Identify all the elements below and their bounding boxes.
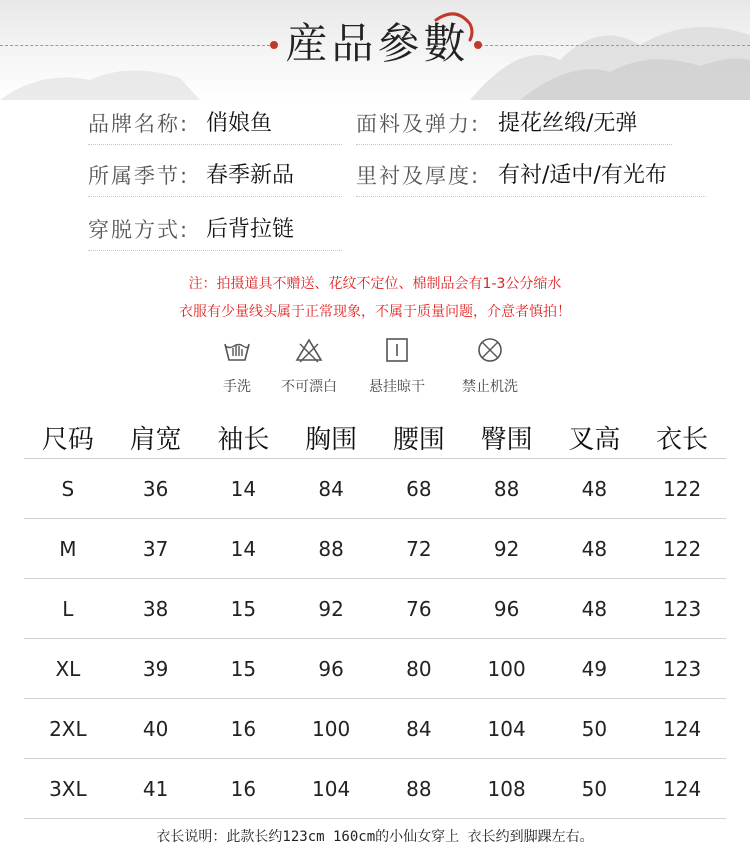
size-cell: S xyxy=(24,459,112,519)
table-cell: 48 xyxy=(551,579,639,639)
size-table-header xyxy=(24,416,726,459)
table-cell: 108 xyxy=(463,759,551,819)
header-cell: 衣长 xyxy=(638,416,726,459)
attribute-value: 提花丝缎/无弹 xyxy=(498,111,638,136)
table-cell: 36 xyxy=(112,459,200,519)
table-cell: 39 xyxy=(112,639,200,699)
table-cell: 50 xyxy=(551,699,639,759)
table-cell: 122 xyxy=(638,459,726,519)
table-cell: 16 xyxy=(200,759,288,819)
header-cell: 臀围 xyxy=(463,416,551,459)
table-cell: 92 xyxy=(463,519,551,579)
table-cell: 49 xyxy=(551,639,639,699)
title-divider-left xyxy=(0,45,270,46)
table-cell: 88 xyxy=(463,459,551,519)
table-row xyxy=(24,519,726,579)
table-cell: 92 xyxy=(287,579,375,639)
header-cell: 叉高 xyxy=(551,416,639,459)
care-no-machine-wash xyxy=(445,336,535,396)
hang-dry-icon xyxy=(382,336,412,364)
attribute-key: 里衬及厚度: xyxy=(356,164,481,188)
notice-line-2: 衣服有少量线头属于正常现象，不属于质量问题，介意者慎拍！ xyxy=(179,304,571,320)
attribute-key: 品牌名称: xyxy=(88,112,190,136)
header-cell: 肩宽 xyxy=(112,416,200,459)
table-cell: 37 xyxy=(112,519,200,579)
care-no-bleach xyxy=(264,336,354,396)
title-dot-left xyxy=(270,41,278,49)
attribute-key: 穿脱方式: xyxy=(88,218,190,242)
header-cell: 腰围 xyxy=(375,416,463,459)
table-cell: 100 xyxy=(287,699,375,759)
table-cell: 123 xyxy=(638,639,726,699)
header-cell: 胸围 xyxy=(287,416,375,459)
length-footnote: 衣长说明：此款长约123cm 160cm的小仙女穿上 衣长约到脚踝左右。 xyxy=(156,829,594,845)
table-cell: 48 xyxy=(551,519,639,579)
attribute-season xyxy=(88,156,342,197)
size-cell: M xyxy=(24,519,112,579)
table-cell: 15 xyxy=(200,579,288,639)
table-cell: 14 xyxy=(200,459,288,519)
attribute-key: 面料及弹力: xyxy=(356,112,481,136)
table-cell: 41 xyxy=(112,759,200,819)
table-cell: 124 xyxy=(638,699,726,759)
size-cell: 2XL xyxy=(24,699,112,759)
table-cell: 80 xyxy=(375,639,463,699)
care-label: 悬挂晾干 xyxy=(369,379,425,395)
table-cell: 48 xyxy=(551,459,639,519)
table-cell: 104 xyxy=(463,699,551,759)
table-cell: 96 xyxy=(463,579,551,639)
header-cell: 尺码 xyxy=(24,416,112,459)
care-label: 不可漂白 xyxy=(281,379,337,395)
table-cell: 76 xyxy=(375,579,463,639)
table-cell: 100 xyxy=(463,639,551,699)
table-cell: 72 xyxy=(375,519,463,579)
page-title: 産品參數 xyxy=(285,19,470,68)
no-bleach-icon xyxy=(294,336,324,364)
attribute-fabric xyxy=(356,104,672,145)
table-cell: 15 xyxy=(200,639,288,699)
title-dot-right xyxy=(474,41,482,49)
table-row xyxy=(24,699,726,759)
red-brush-arc-icon xyxy=(430,10,478,44)
size-cell: 3XL xyxy=(24,759,112,819)
table-cell: 84 xyxy=(375,699,463,759)
title-divider-right xyxy=(480,45,750,46)
table-cell: 96 xyxy=(287,639,375,699)
care-label: 禁止机洗 xyxy=(462,379,518,395)
no-machine-wash-icon xyxy=(475,336,505,364)
care-label: 手洗 xyxy=(223,379,251,395)
table-cell: 40 xyxy=(112,699,200,759)
table-cell: 16 xyxy=(200,699,288,759)
hand-wash-icon xyxy=(222,336,252,364)
attribute-value: 春季新品 xyxy=(206,163,295,188)
table-cell: 88 xyxy=(375,759,463,819)
table-row xyxy=(24,759,726,819)
table-row xyxy=(24,579,726,639)
table-cell: 122 xyxy=(638,519,726,579)
table-cell: 84 xyxy=(287,459,375,519)
table-cell: 123 xyxy=(638,579,726,639)
table-row xyxy=(24,459,726,519)
attribute-lining xyxy=(356,156,706,197)
table-cell: 14 xyxy=(200,519,288,579)
attribute-brand xyxy=(88,104,342,145)
table-cell: 38 xyxy=(112,579,200,639)
notice-line-1: 注：拍摄道具不赠送、花纹不定位、棉制品会有1-3公分缩水 xyxy=(188,276,562,292)
size-cell: XL xyxy=(24,639,112,699)
table-cell: 124 xyxy=(638,759,726,819)
size-cell: L xyxy=(24,579,112,639)
attribute-value: 俏娘鱼 xyxy=(206,111,273,136)
attribute-closure xyxy=(88,210,342,251)
table-cell: 104 xyxy=(287,759,375,819)
attribute-key: 所属季节: xyxy=(88,164,190,188)
attribute-value: 有衬/适中/有光布 xyxy=(498,163,667,188)
table-cell: 50 xyxy=(551,759,639,819)
table-cell: 88 xyxy=(287,519,375,579)
size-table xyxy=(24,416,726,819)
table-row xyxy=(24,639,726,699)
table-cell: 68 xyxy=(375,459,463,519)
header-cell: 袖长 xyxy=(200,416,288,459)
care-hang-dry xyxy=(352,336,442,396)
attribute-value: 后背拉链 xyxy=(206,217,295,242)
